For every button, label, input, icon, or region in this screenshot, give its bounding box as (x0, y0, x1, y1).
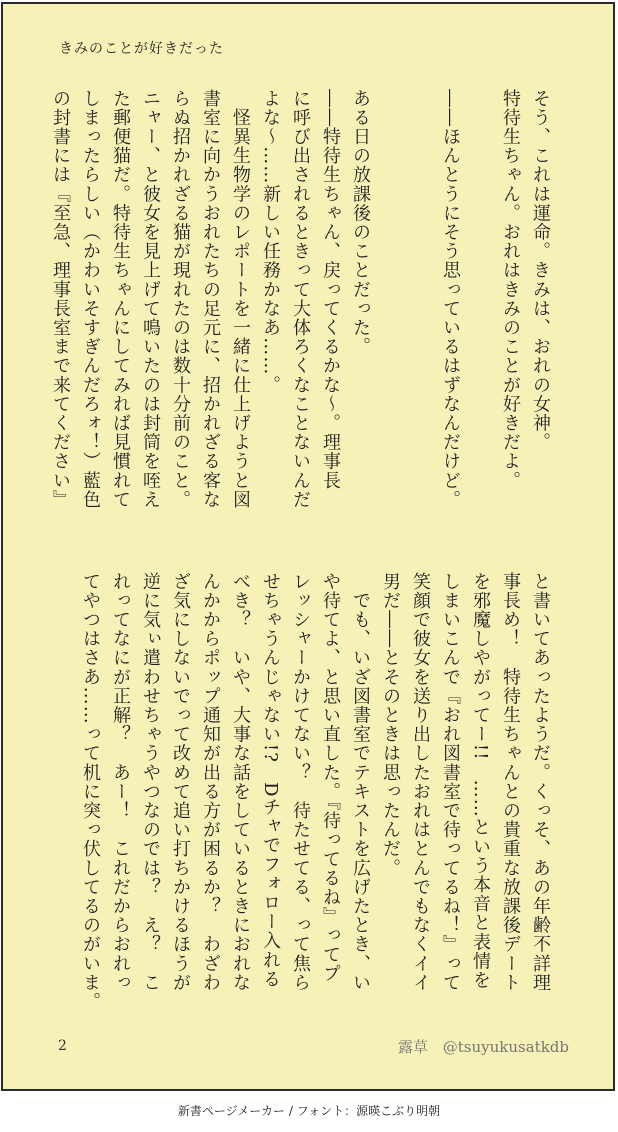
text-line: の封書には『至急、理事長室まで来てください』 (50, 89, 71, 510)
text-line: べき？ いや、大事な話をしているときにおれな (230, 572, 251, 993)
text-line: せちゃうんじゃない!? Dチャでフォロー入れる (260, 572, 281, 989)
text-line: てやつはさあ……って机に突っ伏してるのがいま。 (80, 572, 101, 1012)
text-line: しまったらしい（かわいそすぎんだろォ！）藍色 (80, 89, 101, 510)
text-line: よな～……新しい任務かなあ……。 (260, 89, 281, 395)
text-line: ニャー、と彼女を見上げて鳴いたのは封筒を咥え (140, 89, 161, 510)
text-line: と書いてあったようだ。くっそ、あの年齢不詳理 (530, 572, 551, 993)
text-block-top (50, 89, 555, 539)
text-line: レッシャーかけてない？ 待たせてる、って焦ら (290, 572, 311, 993)
text-line: ――ほんとうにそう思っているはずなんだけど。 (440, 89, 461, 510)
text-line: 怪異生物学のレポートを一緒に仕上げようと図 (230, 89, 251, 510)
text-line-blank (465, 89, 495, 539)
running-header-title: きみのことが好きだった (59, 41, 224, 57)
text-line: 特待生ちゃん。おれはきみのことが好きだよ。 (500, 89, 521, 491)
text-line: ――特待生ちゃん、戻ってくるかな～。理事長 (320, 89, 341, 491)
text-line: そう、これは運命。きみは、おれの女神。 (530, 89, 551, 452)
text-block-bottom (55, 572, 555, 1027)
text-line: 笑顔で彼女を送り出したおれはとんでもなくイイ (410, 572, 431, 993)
text-line: ざ気にしないでって改めて追い打ちかけるほうが (170, 572, 191, 993)
text-line: 事長め！ 特待生ちゃんとの貴重な放課後デート (500, 572, 521, 993)
text-line: らぬ招かれざる猫が現れたのは数十分前のこと。 (170, 89, 191, 510)
page-number: 2 (58, 1038, 67, 1054)
generator-credit: 新書ページメーカー / フォント：源暎こぶり明朝 (177, 1104, 441, 1118)
text-line: れってなにが正解？ あー！ これだからおれっ (110, 572, 131, 993)
book-page (1, 2, 615, 1091)
text-line: でも、いざ図書室でテキストを広げたとき、い (350, 572, 371, 993)
text-line-blank (375, 89, 405, 539)
text-line: 男だ――とそのときは思ったんだ。 (380, 572, 401, 878)
text-line: た郵便猫だ。特待生ちゃんにしてみれば見慣れて (110, 89, 131, 510)
text-line: を邪魔しやがってー!! ……という本音と表情を (470, 572, 491, 990)
text-line-blank (405, 89, 435, 539)
text-line: 書室に向かうおれたちの足元に、招かれざる客な (200, 89, 221, 510)
text-line: 逆に気ぃ遣わせちゃうやつなのでは？ え？ こ (140, 572, 161, 993)
text-line: や待てよ、と思い直した。『待ってるね』ってプ (320, 572, 341, 984)
author-handle: @tsuyukusatkdb (442, 1038, 569, 1056)
text-line: んかからポップ通知が出る方が困るか？ わざわ (200, 572, 221, 993)
author-name: 露草 (397, 1038, 428, 1056)
text-line: ある日の放課後のことだった。 (350, 89, 371, 357)
author-credit (398, 1036, 569, 1057)
text-line: しまいこんで『おれ図書室で待ってるね！』って (440, 572, 461, 993)
text-line: に呼び出されるときって大体ろくなことないんだ (290, 89, 311, 510)
